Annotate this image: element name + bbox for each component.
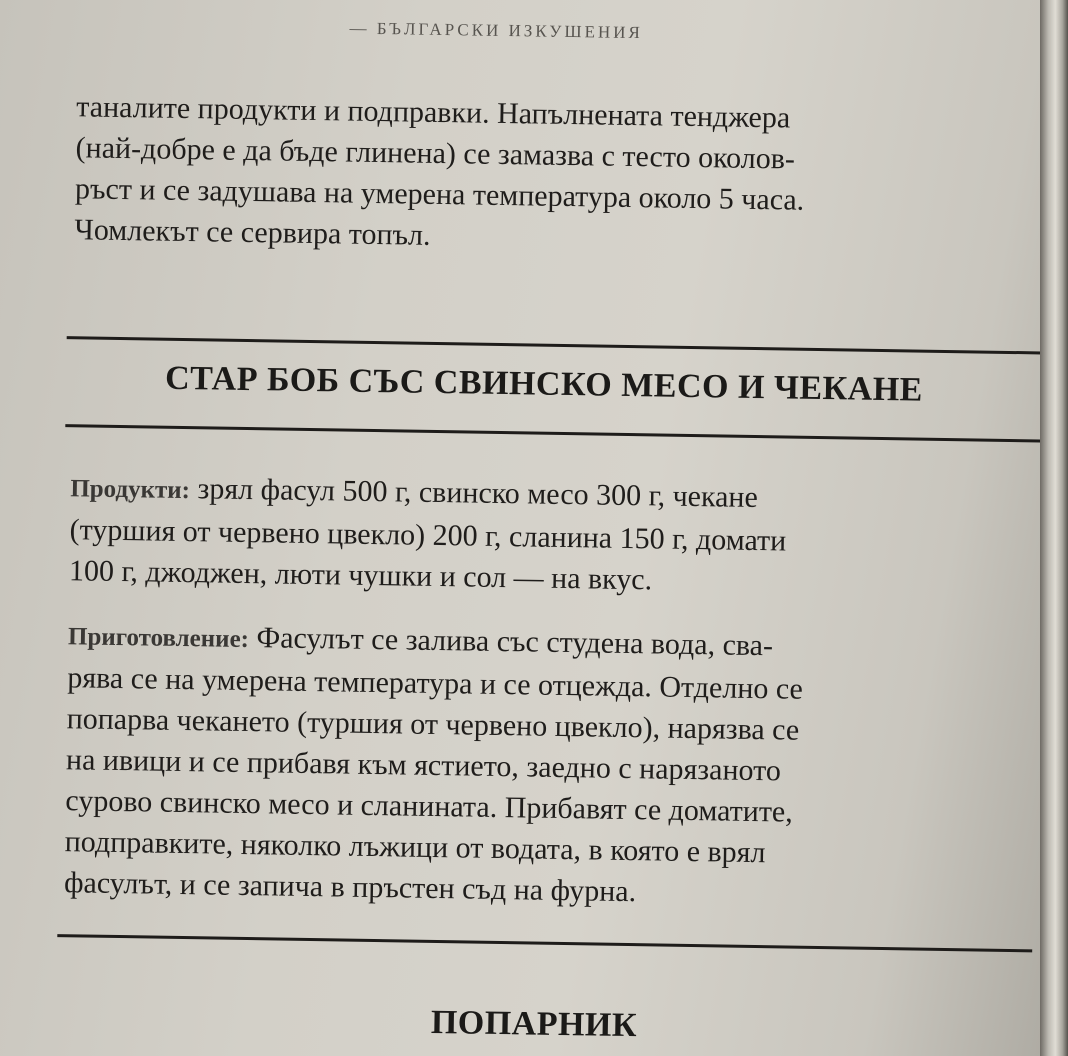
running-head: — БЪЛГАРСКИ ИЗКУШЕНИЯ: [349, 18, 643, 43]
text-line: сурово свинско месо и сланината. Прибавят се доматите,: [65, 784, 794, 829]
text-line: фасулът, и се запича в пръстен съд на фурна.: [63, 866, 637, 909]
text-line: рява се на умерена температура и се отцежда. Отделно се: [67, 661, 804, 706]
preparation-text: Фасулът се залива със студена вода, сва-: [256, 621, 774, 663]
ingredients-paragraph: [69, 466, 1021, 606]
divider-rule: [67, 336, 1042, 354]
previous-recipe-text: [74, 86, 1026, 265]
page-content: [43, 0, 1039, 1056]
text-line: 100 г, джоджен, люти чушки и сол — на вкус.: [68, 554, 653, 597]
text-line: ръст и се задушава на умерена температура около 5 часа.: [74, 172, 805, 217]
ingredients-label: Продукти:: [70, 475, 191, 505]
preparation-paragraph: [64, 614, 1018, 918]
next-recipe-title: ПОПАРНИК: [430, 1003, 638, 1045]
divider-rule: [65, 424, 1040, 442]
preparation-label: Приготовление:: [67, 623, 250, 654]
text-line: подправките, няколко лъжици от водата, в която е врял: [64, 825, 766, 870]
book-spine: [1040, 0, 1068, 1056]
text-line: попарва чекането (туршия от червено цвекло), нарязва се: [66, 702, 800, 747]
text-line: Чомлекът се сервира топъл.: [74, 213, 431, 252]
text-line: таналите продукти и подправки. Напълнената тенджера: [76, 90, 791, 135]
recipe-title: СТАР БОБ СЪС СВИНСКО МЕСО И ЧЕКАНЕ: [164, 359, 924, 409]
text-line: (най-добре е да бъде глинена) се замазва с тесто околов-: [75, 131, 796, 176]
text-line: на ивици и се прибавя към ястието, заедно с нарязаното: [65, 743, 782, 788]
ingredients-text: зрял фасул 500 г, свинско месо 300 г, чекане: [197, 472, 759, 515]
divider-rule: [57, 934, 1032, 952]
text-line: (туршия от червено цвекло) 200 г, сланина 150 г, домати: [69, 513, 787, 558]
